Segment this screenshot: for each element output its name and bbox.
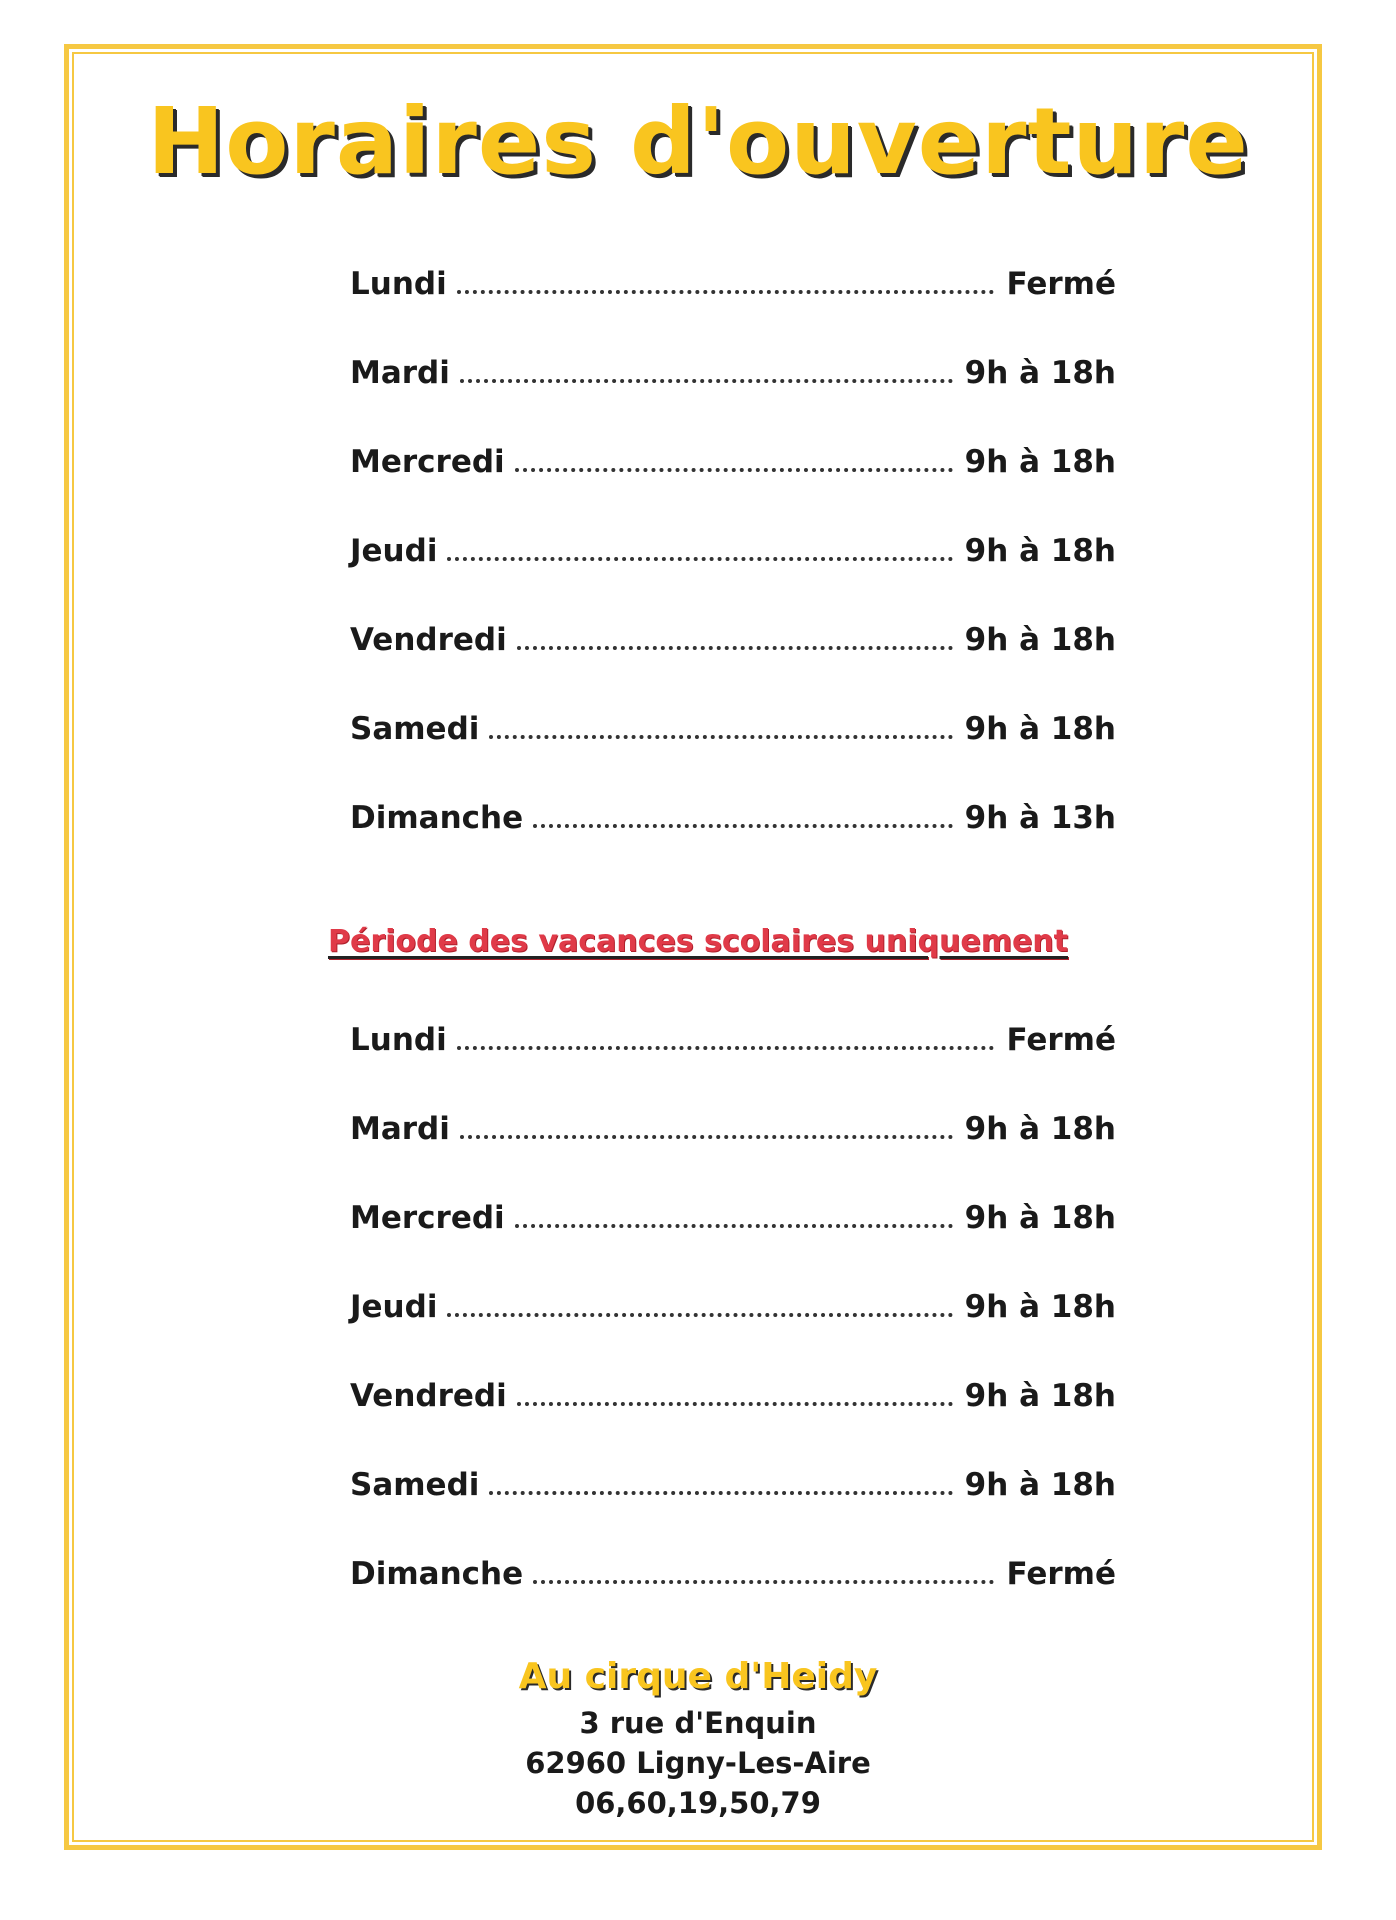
dot-leader	[489, 1491, 952, 1495]
dot-leader	[457, 290, 995, 294]
day-label: Mercredi	[350, 1200, 505, 1236]
time-value: Fermé	[1006, 266, 1116, 302]
dot-leader	[533, 824, 953, 828]
regular-row-mardi	[350, 347, 1116, 391]
dot-leader	[517, 646, 953, 650]
shop-name: Au cirque d'Heidy	[518, 1656, 878, 1697]
day-label: Vendredi	[350, 1378, 507, 1414]
day-label: Dimanche	[350, 1556, 524, 1592]
day-label: Dimanche	[350, 800, 524, 836]
day-label: Lundi	[350, 1022, 447, 1058]
holiday-section-title	[0, 924, 1396, 959]
dot-leader	[460, 1135, 953, 1139]
address-city: 62960 Ligny-Les-Aire	[525, 1746, 871, 1780]
holiday-row-dimanche	[350, 1548, 1116, 1592]
phone-number: 06,60,19,50,79	[575, 1786, 821, 1820]
holiday-row-mercredi	[350, 1192, 1116, 1236]
time-value: 9h à 18h	[964, 1467, 1116, 1503]
holiday-row-vendredi	[350, 1370, 1116, 1414]
dot-leader	[447, 557, 952, 561]
holiday-row-jeudi	[350, 1281, 1116, 1325]
dot-leader	[533, 1580, 994, 1584]
holiday-row-samedi	[350, 1459, 1116, 1503]
regular-row-jeudi	[350, 525, 1116, 569]
page-title: Horaires d'ouverture	[147, 88, 1249, 195]
regular-row-lundi	[350, 258, 1116, 302]
time-value: 9h à 18h	[964, 622, 1116, 658]
holiday-section-title-text: Période des vacances scolaires uniquement	[327, 924, 1068, 959]
dot-leader	[447, 1313, 952, 1317]
dot-leader	[460, 379, 953, 383]
time-value: 9h à 18h	[964, 533, 1116, 569]
holiday-row-lundi	[350, 1014, 1116, 1058]
time-value: 9h à 18h	[964, 1200, 1116, 1236]
time-value: 9h à 18h	[964, 444, 1116, 480]
address-street: 3 rue d'Enquin	[579, 1706, 817, 1740]
regular-row-vendredi	[350, 614, 1116, 658]
time-value: 9h à 18h	[964, 1111, 1116, 1147]
time-value: 9h à 18h	[964, 1378, 1116, 1414]
day-label: Mardi	[350, 1111, 450, 1147]
day-label: Jeudi	[350, 533, 438, 569]
dot-leader	[515, 468, 953, 472]
day-label: Samedi	[350, 1467, 480, 1503]
regular-row-samedi	[350, 703, 1116, 747]
time-value: 9h à 18h	[964, 1289, 1116, 1325]
day-label: Vendredi	[350, 622, 507, 658]
time-value: 9h à 18h	[964, 711, 1116, 747]
dot-leader	[515, 1224, 953, 1228]
day-label: Jeudi	[350, 1289, 438, 1325]
dot-leader	[517, 1402, 953, 1406]
time-value: 9h à 13h	[964, 800, 1116, 836]
dot-leader	[489, 735, 952, 739]
dot-leader	[457, 1046, 995, 1050]
holiday-row-mardi	[350, 1103, 1116, 1147]
day-label: Mardi	[350, 355, 450, 391]
time-value: Fermé	[1006, 1022, 1116, 1058]
day-label: Samedi	[350, 711, 480, 747]
regular-row-dimanche	[350, 792, 1116, 836]
regular-row-mercredi	[350, 436, 1116, 480]
day-label: Lundi	[350, 266, 447, 302]
time-value: Fermé	[1006, 1556, 1116, 1592]
time-value: 9h à 18h	[964, 355, 1116, 391]
day-label: Mercredi	[350, 444, 505, 480]
